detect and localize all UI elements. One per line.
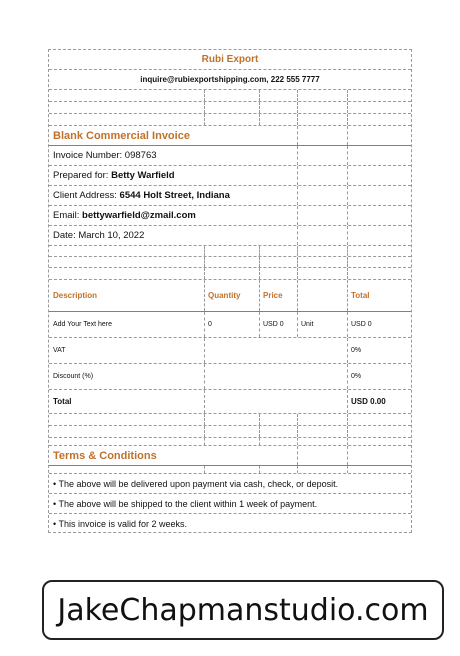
blank-row	[49, 466, 411, 474]
client-email	[49, 210, 196, 221]
client-address	[49, 190, 230, 201]
client-address-row	[49, 186, 411, 206]
invoice-title: Blank Commercial Invoice	[53, 129, 190, 142]
table-row	[49, 312, 411, 338]
blank-row	[49, 414, 411, 426]
cell-grand-total: USD 0.00	[351, 397, 386, 406]
prepared-for-row	[49, 166, 411, 186]
contact-row	[49, 70, 411, 90]
invoice-title-row	[49, 126, 411, 146]
terms-item	[49, 474, 411, 494]
blank-row	[49, 268, 411, 280]
table-row	[49, 338, 411, 364]
terms-title: Terms & Conditions	[53, 449, 157, 462]
cell-description: Add Your Text here	[53, 321, 113, 328]
cell-price: USD 0	[263, 321, 284, 328]
cell-total: 0%	[351, 373, 362, 380]
cell-total: 0%	[351, 347, 362, 354]
blank-row	[49, 426, 411, 438]
date-row	[49, 226, 411, 246]
client-address-label: Client Address:	[53, 190, 120, 201]
terms-item-text: • The above will be shipped to the client within 1 week of payment.	[53, 498, 318, 509]
invoice-number: Invoice Number: 098763	[53, 150, 157, 161]
prepared-for-value: Betty Warfield	[111, 170, 175, 181]
email-label: Email:	[53, 210, 83, 221]
company-row	[49, 50, 411, 70]
invoice-date: Date: March 10, 2022	[53, 230, 145, 241]
blank-row	[49, 102, 411, 114]
header-description: Description	[53, 291, 98, 300]
watermark-banner	[42, 580, 444, 640]
header-price: Price	[263, 291, 283, 300]
email-row	[49, 206, 411, 226]
table-header-row	[49, 280, 411, 312]
cell-quantity: 0	[208, 321, 212, 328]
blank-row	[49, 246, 411, 257]
company-name: Rubi Export	[201, 54, 259, 65]
terms-item	[49, 514, 411, 534]
prepared-for	[49, 170, 175, 181]
cell-total: USD 0	[351, 321, 372, 328]
contact-info: inquire@rubiexportshipping.com, 222 555 7777	[140, 75, 320, 84]
watermark-text: JakeChapmanstudio.com	[57, 592, 429, 628]
table-row	[49, 364, 411, 390]
table-row	[49, 390, 411, 414]
terms-item-text: • This invoice is valid for 2 weeks.	[53, 519, 188, 529]
blank-row	[49, 257, 411, 268]
email-value: bettywarfield@zmail.com	[82, 210, 196, 221]
cell-description: Total	[53, 397, 72, 406]
blank-row	[49, 114, 411, 126]
terms-item	[49, 494, 411, 514]
client-address-value: 6544 Holt Street, Indiana	[119, 190, 230, 201]
prepared-for-label: Prepared for:	[53, 170, 112, 181]
blank-row	[49, 438, 411, 446]
cell-description: Discount (%)	[53, 373, 94, 380]
cell-description: VAT	[53, 347, 66, 354]
blank-row	[49, 90, 411, 102]
terms-title-row	[49, 446, 411, 466]
header-quantity: Quantity	[208, 291, 241, 300]
terms-item-text: • The above will be delivered upon payment via cash, check, or deposit.	[53, 478, 339, 489]
header-total: Total	[351, 291, 370, 300]
invoice-number-row	[49, 146, 411, 166]
invoice-sheet	[48, 49, 412, 533]
cell-unit: Unit	[301, 321, 314, 328]
